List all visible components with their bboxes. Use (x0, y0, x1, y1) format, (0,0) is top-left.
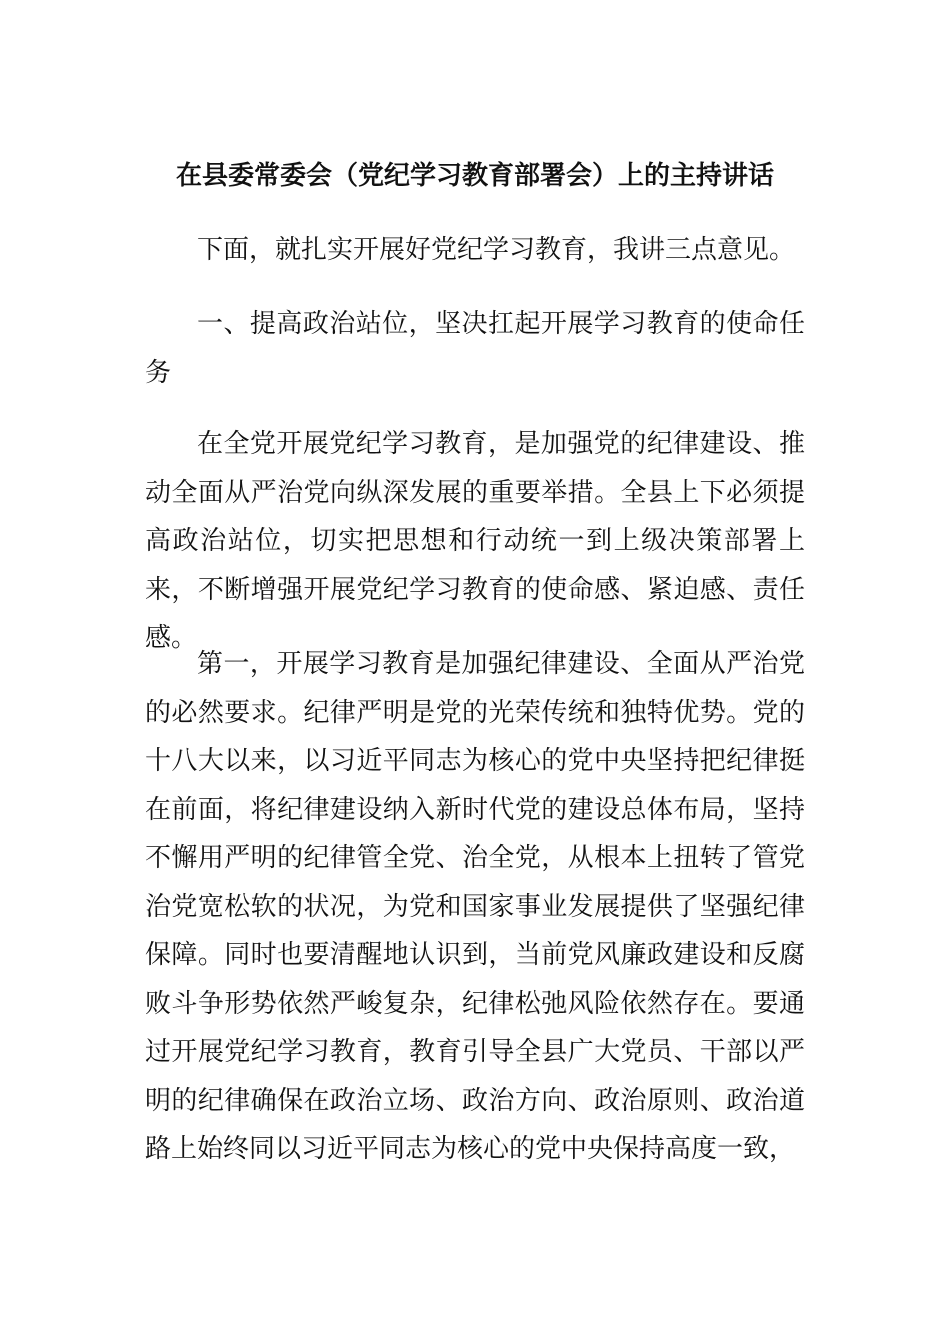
paragraph-body-2: 第一，开展学习教育是加强纪律建设、全面从严治党的必然要求。纪律严明是党的光荣传统和独特优势。党的十八大以来，以习近平同志为核心的党中央坚持把纪律挺在前面，将纪律建设纳入新时代党的建设总体布局，坚持不懈用严明的纪律管全党、治全党，从根本上扭转了管党治党宽松软的状况，为党和国家事业发展提供了坚强纪律保障。同时也要清醒地认识到，当前党风廉政建设和反腐败斗争形势依然严峻复杂，纪律松弛风险依然存在。要通过开展党纪学习教育，教育引导全县广大党员、干部以严明的纪律确保在政治立场、政治方向、政治原则、政治道路上始终同以习近平同志为核心的党中央保持高度一致， (145, 649, 805, 1164)
section-heading-1: 一、提高政治站位，坚决扛起开展学习教育的使命任务 (145, 309, 805, 388)
paragraph-body-1: 在全党开展党纪学习教育，是加强党的纪律建设、推动全面从严治党向纵深发展的重要举措。全县上下必须提高政治站位，切实把思想和行动统一到上级决策部署上来，不断增强开展党纪学习教育的使命感、紧迫感、责任感。 (145, 429, 805, 653)
document-title: 在县委常委会（党纪学习教育部署会）上的主持讲话 (175, 161, 774, 191)
paragraph-intro: 下面，就扎实开展好党纪学习教育，我讲三点意见。 (197, 235, 796, 265)
